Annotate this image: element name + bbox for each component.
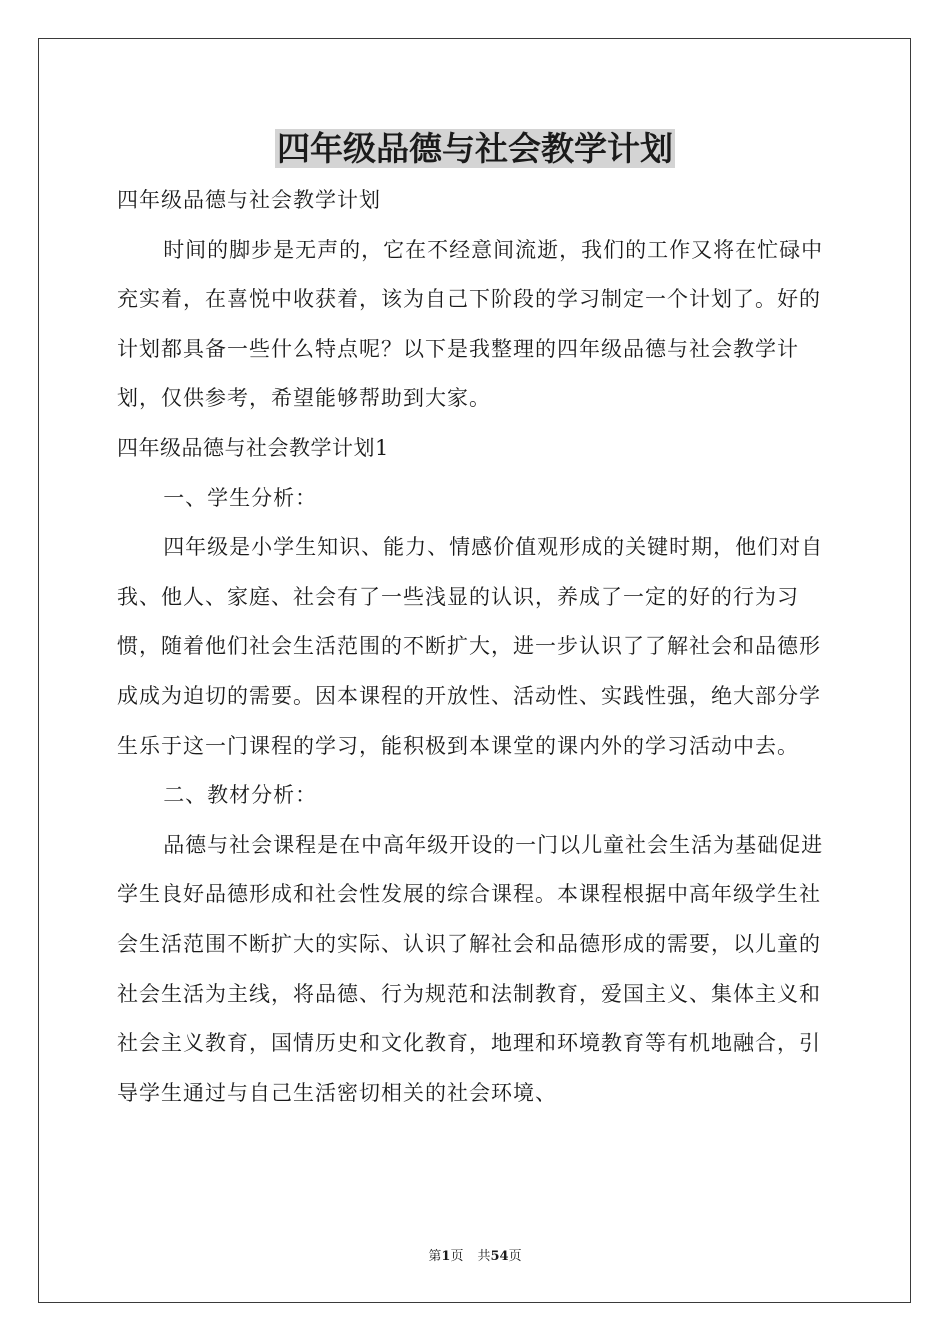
paragraph-textbook-analysis: 品德与社会课程是在中高年级开设的一门以儿童社会生活为基础促进学生良好品德形成和社会性发展的综合课程。本课程根据中高年级学生社会生活范围不断扩大的实际、认识了解社会和品德形成的需要，以儿童的社会生活为主线，将品德、行为规范和法制教育，爱国主义、集体主义和社会主义教育，国情历史和文化教育，地理和环境教育等有机地融合，引导学生通过与自己生活密切相关的社会环境、 <box>117 832 824 1105</box>
document-subtitle: 四年级品德与社会教学计划 <box>117 188 381 212</box>
page-suffix: 页 <box>450 1249 464 1264</box>
total-prefix: 共 <box>477 1249 491 1264</box>
document-title <box>0 128 950 170</box>
document-title-text: 四年级品德与社会教学计划 <box>277 129 673 168</box>
heading-textbook-analysis: 二、教材分析： <box>163 783 318 808</box>
page-prefix: 第 <box>428 1249 442 1264</box>
intro-paragraph: 时间的脚步是无声的，它在不经意间流逝，我们的工作又将在忙碌中充实着，在喜悦中收获着，该为自己下阶段的学习制定一个计划了。好的计划都具备一些什么特点呢？以下是我整理的四年级品德与社会教学计划，仅供参考，希望能够帮助到大家。 <box>117 237 824 411</box>
paragraph-student-analysis: 四年级是小学生知识、能力、情感价值观形成的关键时期，他们对自我、他人、家庭、社会有了一些浅显的认识，养成了一定的好的行为习惯，随着他们社会生活范围的不断扩大，进一步认识了了解社会和品德形成成为迫切的需要。因本课程的开放性、活动性、实践性强，绝大部分学生乐于这一门课程的学习，能积极到本课堂的课内外的学习活动中去。 <box>117 535 824 758</box>
document-body <box>117 176 837 1118</box>
section-title: 四年级品德与社会教学计划1 <box>117 435 389 460</box>
page-current: 1 <box>441 1249 451 1264</box>
page-footer <box>0 1248 950 1266</box>
heading-student-analysis: 一、学生分析： <box>163 485 318 510</box>
total-suffix: 页 <box>508 1249 522 1264</box>
total-pages: 54 <box>490 1249 509 1264</box>
